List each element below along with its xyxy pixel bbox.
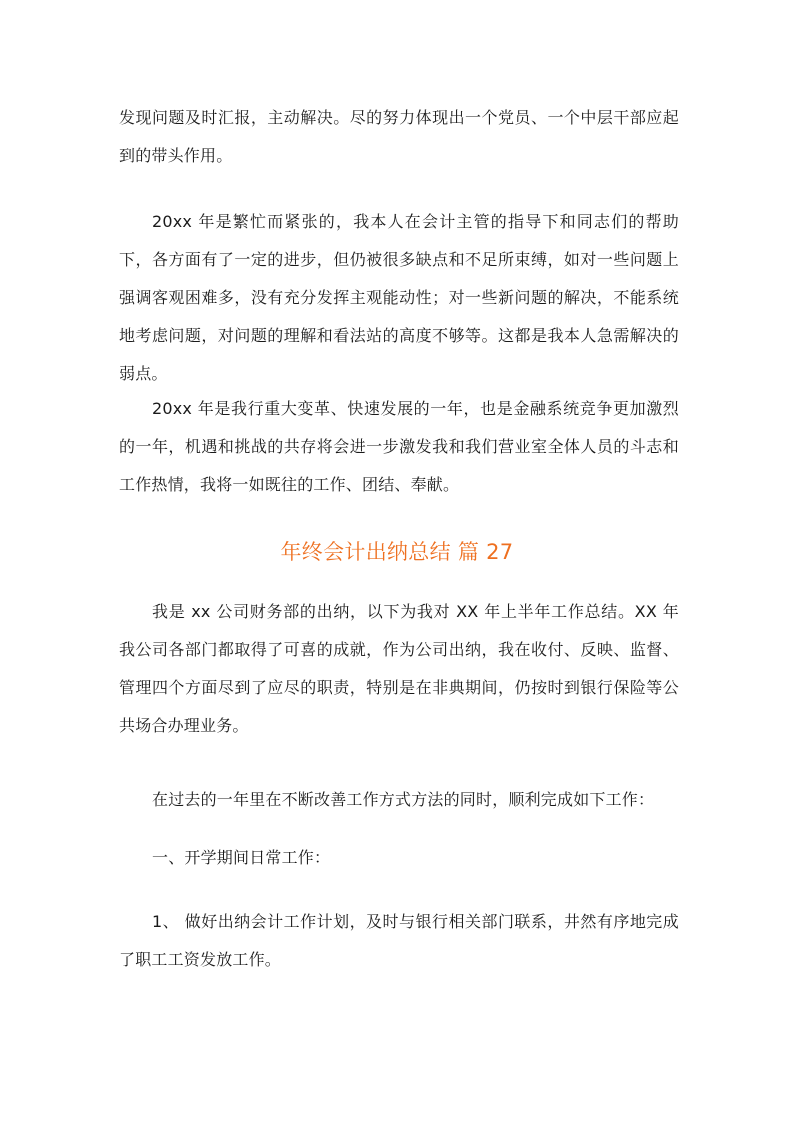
section-heading: 年终会计出纳总结 篇 27 [280, 540, 514, 564]
paragraph-completed-work: 在过去的一年里在不断改善工作方式方法的同时，顺利完成如下工作： [152, 790, 655, 809]
paragraph-outlook: 20xx 年是我行重大变革、快速发展的一年，也是金融系统竞争更加激烈的一年，机遇和挑战的共存将会进一步激发我和我们营业室全体人员的斗志和工作热情，我将一如既往的工作、团结、奉献。 [119, 399, 679, 494]
paragraph-self-assessment: 20xx 年是繁忙而紧张的，我本人在会计主管的指导下和同志们的帮助下，各方面有了一定的进步，但仍被很多缺点和不足所束缚，如对一些问题上强调客观困难多，没有充分发挥主观能动性；对一些新问题的解决，不能系统地考虑问题，对问题的理解和看法站的高度不够等。这都是我本人急需解决的弱点。 [119, 212, 679, 383]
paragraph-item-one: 1、 做好出纳会计工作计划，及时与银行相关部门联系，井然有序地完成了职工工资发放工作。 [119, 912, 679, 969]
paragraph-continuation: 发现问题及时汇报，主动解决。尽的努力体现出一个党员、一个中层干部应起到的带头作用。 [119, 108, 679, 165]
paragraph-intro: 我是 xx 公司财务部的出纳，以下为我对 XX 年上半年工作总结。XX 年我公司各部门都取得了可喜的成就，作为公司出纳，我在收付、反映、监督、管理四个方面尽到了应尽的职责，特别是在非典期间，仍按时到银行保险等公共场合办理业务。 [119, 602, 679, 735]
paragraph-section-one: 一、开学期间日常工作： [152, 848, 331, 867]
